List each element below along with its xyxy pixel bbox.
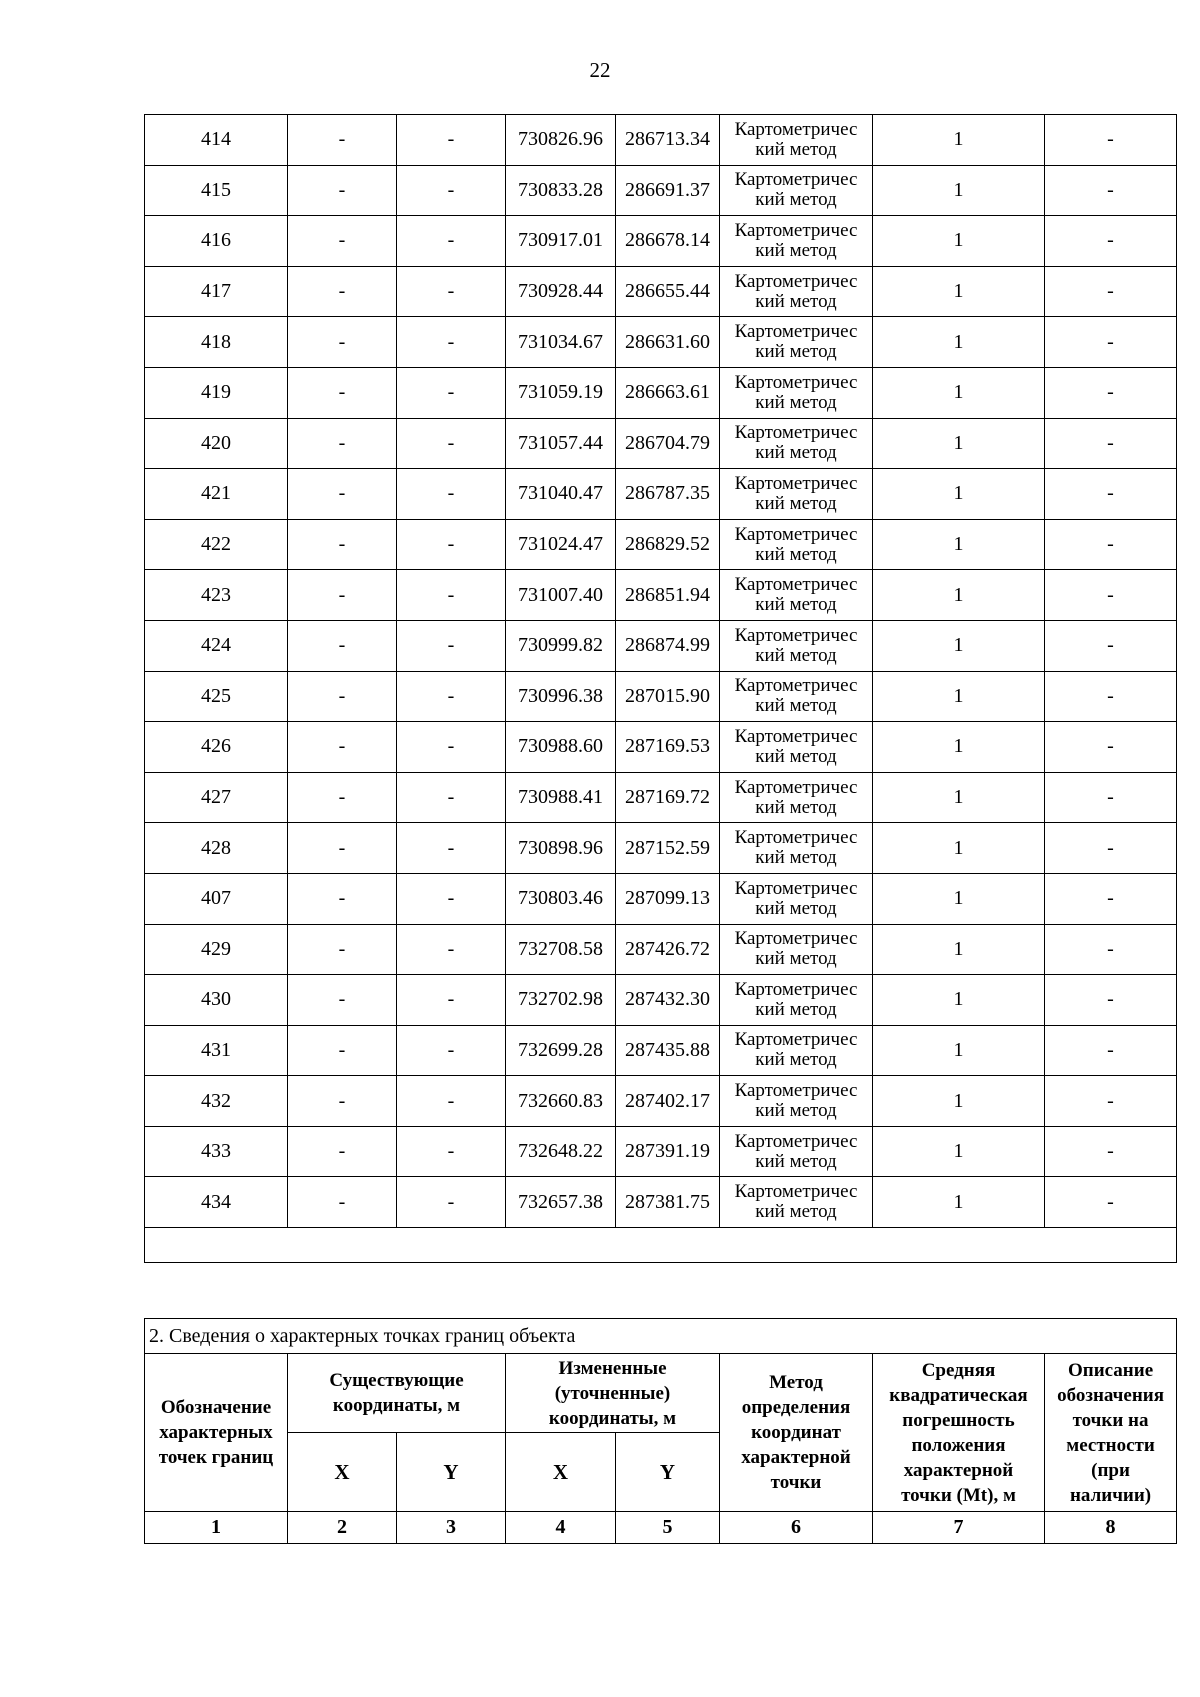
method-line-1: Картометричес [734,1181,858,1203]
x-coordinate-cell: 732648.22 [506,1126,616,1177]
method-line-2: кий метод [755,897,837,919]
existing-x-cell: - [288,317,397,368]
header-line: наличии) [1069,1484,1152,1506]
header-description [1045,1354,1177,1512]
error-cell: 1 [873,620,1045,671]
description-cell: - [1045,1076,1177,1127]
method-cell [720,975,873,1026]
section2-title: 2. Сведения о характерных точках границ объекта [145,1319,1177,1354]
x-coordinate-cell: 732660.83 [506,1076,616,1127]
existing-y-cell: - [397,620,506,671]
method-line-1: Картометричес [734,928,858,950]
error-cell: 1 [873,165,1045,216]
method-cell [720,418,873,469]
method-line-1: Картометричес [734,472,858,494]
x-coordinate-cell: 730898.96 [506,823,616,874]
empty-cell [145,1228,1177,1263]
y-coordinate-cell: 286704.79 [616,418,720,469]
column-number-3: 3 [397,1512,506,1544]
table-row [145,1025,1177,1076]
existing-x-cell: - [288,165,397,216]
table-row [145,924,1177,975]
point-id-cell: 428 [145,823,288,874]
method-line-2: кий метод [755,1201,837,1223]
header-error [873,1354,1045,1512]
coordinates-table [144,114,1177,1263]
header-changed-y: Y [616,1433,720,1512]
header-line: характерной [741,1447,851,1468]
method-cell [720,1025,873,1076]
header-line: местности [1066,1434,1155,1456]
description-cell: - [1045,367,1177,418]
y-coordinate-cell: 287169.72 [616,772,720,823]
method-line-1: Картометричес [734,371,858,393]
column-number-6: 6 [720,1512,873,1544]
header-existing-y: Y [397,1433,506,1512]
y-coordinate-cell: 286713.34 [616,115,720,166]
method-line-1: Картометричес [734,827,858,849]
x-coordinate-cell: 731057.44 [506,418,616,469]
existing-x-cell: - [288,216,397,267]
description-cell: - [1045,975,1177,1026]
method-line-2: кий метод [755,695,837,717]
point-id-cell: 434 [145,1177,288,1228]
y-coordinate-cell: 287391.19 [616,1126,720,1177]
header-line: (при [1091,1459,1130,1481]
existing-y-cell: - [397,924,506,975]
existing-x-cell: - [288,418,397,469]
table-row [145,216,1177,267]
method-line-1: Картометричес [734,574,858,596]
error-cell: 1 [873,772,1045,823]
error-cell: 1 [873,115,1045,166]
error-cell: 1 [873,519,1045,570]
method-line-1: Картометричес [734,118,858,140]
method-line-1: Картометричес [734,978,858,1000]
table-row [145,317,1177,368]
y-coordinate-cell: 286829.52 [616,519,720,570]
column-number-7: 7 [873,1512,1045,1544]
point-id-cell: 423 [145,570,288,621]
header-line: погрешность [902,1409,1015,1431]
table-row [145,620,1177,671]
existing-y-cell: - [397,671,506,722]
method-line-1: Картометричес [734,1029,858,1051]
error-cell: 1 [873,924,1045,975]
y-coordinate-cell: 286874.99 [616,620,720,671]
header-line: определения [741,1397,851,1418]
x-coordinate-cell: 731007.40 [506,570,616,621]
description-cell: - [1045,469,1177,520]
existing-y-cell: - [397,469,506,520]
point-id-cell: 427 [145,772,288,823]
existing-y-cell: - [397,317,506,368]
y-coordinate-cell: 287099.13 [616,873,720,924]
header-line: характерной [903,1459,1014,1481]
x-coordinate-cell: 732708.58 [506,924,616,975]
header-line: характерных [159,1422,273,1443]
column-number-4: 4 [506,1512,616,1544]
existing-y-cell: - [397,722,506,773]
description-cell: - [1045,722,1177,773]
existing-x-cell: - [288,1076,397,1127]
error-cell: 1 [873,1126,1045,1177]
existing-y-cell: - [397,367,506,418]
existing-y-cell: - [397,570,506,621]
header-changed-coords [506,1354,720,1433]
method-line-2: кий метод [755,1100,837,1122]
method-cell [720,1076,873,1127]
existing-x-cell: - [288,570,397,621]
header-line: Описание [1067,1359,1154,1381]
method-line-2: кий метод [755,594,837,616]
method-line-2: кий метод [755,1150,837,1172]
method-line-2: кий метод [755,543,837,565]
table-row [145,115,1177,166]
description-cell: - [1045,115,1177,166]
column-number-2: 2 [288,1512,397,1544]
method-line-1: Картометричес [734,219,858,241]
header-line: квадратическая [889,1384,1028,1406]
y-coordinate-cell: 287015.90 [616,671,720,722]
existing-y-cell: - [397,1025,506,1076]
x-coordinate-cell: 731034.67 [506,317,616,368]
header-line: координат [751,1422,841,1443]
table-row [145,418,1177,469]
y-coordinate-cell: 286655.44 [616,266,720,317]
point-id-cell: 429 [145,924,288,975]
method-cell [720,519,873,570]
x-coordinate-cell: 730988.41 [506,772,616,823]
point-id-cell: 416 [145,216,288,267]
x-coordinate-cell: 730917.01 [506,216,616,267]
method-line-1: Картометричес [734,270,858,292]
description-cell: - [1045,317,1177,368]
point-id-cell: 414 [145,115,288,166]
existing-x-cell: - [288,823,397,874]
description-cell: - [1045,1025,1177,1076]
page-number: 22 [589,58,611,82]
point-id-cell: 426 [145,722,288,773]
y-coordinate-cell: 287435.88 [616,1025,720,1076]
header-line: точки на [1072,1409,1149,1431]
table-row [145,469,1177,520]
method-cell [720,873,873,924]
column-number-5: 5 [616,1512,720,1544]
error-cell: 1 [873,570,1045,621]
existing-y-cell: - [397,975,506,1026]
existing-x-cell: - [288,266,397,317]
error-cell: 1 [873,216,1045,267]
table-row [145,165,1177,216]
method-line-2: кий метод [755,290,837,312]
table-row [145,671,1177,722]
description-cell: - [1045,570,1177,621]
method-cell [720,367,873,418]
description-cell: - [1045,1126,1177,1177]
method-line-1: Картометричес [734,169,858,191]
method-line-2: кий метод [755,239,837,261]
y-coordinate-cell: 286678.14 [616,216,720,267]
description-cell: - [1045,519,1177,570]
y-coordinate-cell: 287169.53 [616,722,720,773]
x-coordinate-cell: 730826.96 [506,115,616,166]
table-row [145,367,1177,418]
existing-x-cell: - [288,1126,397,1177]
description-cell: - [1045,772,1177,823]
description-cell: - [1045,671,1177,722]
header-existing-x: X [288,1433,397,1512]
method-cell [720,115,873,166]
method-cell [720,165,873,216]
y-coordinate-cell: 286787.35 [616,469,720,520]
y-coordinate-cell: 287381.75 [616,1177,720,1228]
existing-y-cell: - [397,216,506,267]
point-id-cell: 417 [145,266,288,317]
point-id-cell: 424 [145,620,288,671]
table-row [145,519,1177,570]
x-coordinate-cell: 730996.38 [506,671,616,722]
method-cell [720,671,873,722]
method-cell [720,570,873,621]
existing-x-cell: - [288,924,397,975]
existing-y-cell: - [397,266,506,317]
method-line-2: кий метод [755,847,837,869]
x-coordinate-cell: 731059.19 [506,367,616,418]
method-cell [720,620,873,671]
description-cell: - [1045,266,1177,317]
existing-x-cell: - [288,115,397,166]
point-id-cell: 415 [145,165,288,216]
y-coordinate-cell: 286663.61 [616,367,720,418]
x-coordinate-cell: 731024.47 [506,519,616,570]
error-cell: 1 [873,266,1045,317]
method-line-2: кий метод [755,341,837,363]
method-cell [720,216,873,267]
header-line: координаты, м [548,1407,677,1429]
description-cell: - [1045,418,1177,469]
method-line-1: Картометричес [734,1130,858,1152]
table-row [145,1177,1177,1228]
method-line-2: кий метод [755,745,837,767]
existing-y-cell: - [397,873,506,924]
method-line-1: Картометричес [734,776,858,798]
header-line: положения [911,1434,1006,1456]
y-coordinate-cell: 286851.94 [616,570,720,621]
description-cell: - [1045,873,1177,924]
table-row [145,266,1177,317]
method-line-1: Картометричес [734,725,858,747]
point-id-cell: 433 [145,1126,288,1177]
existing-x-cell: - [288,367,397,418]
point-id-cell: 420 [145,418,288,469]
existing-x-cell: - [288,469,397,520]
table-row [145,1126,1177,1177]
point-id-cell: 430 [145,975,288,1026]
header-line: Метод [769,1372,823,1393]
header-line: Измененные [558,1357,667,1379]
point-id-cell: 419 [145,367,288,418]
error-cell: 1 [873,975,1045,1026]
method-cell [720,772,873,823]
method-cell [720,266,873,317]
method-line-2: кий метод [755,998,837,1020]
point-id-cell: 407 [145,873,288,924]
method-line-1: Картометричес [734,422,858,444]
existing-x-cell: - [288,975,397,1026]
x-coordinate-cell: 730988.60 [506,722,616,773]
x-coordinate-cell: 732657.38 [506,1177,616,1228]
method-line-1: Картометричес [734,624,858,646]
method-line-2: кий метод [755,796,837,818]
method-line-2: кий метод [755,442,837,464]
table-row [145,722,1177,773]
method-cell [720,1126,873,1177]
x-coordinate-cell: 732702.98 [506,975,616,1026]
point-id-cell: 418 [145,317,288,368]
description-cell: - [1045,1177,1177,1228]
existing-y-cell: - [397,418,506,469]
method-line-2: кий метод [755,391,837,413]
method-line-1: Картометричес [734,877,858,899]
existing-x-cell: - [288,620,397,671]
existing-x-cell: - [288,873,397,924]
header-designation [145,1354,288,1512]
header-line: точки [770,1472,822,1493]
existing-x-cell: - [288,671,397,722]
method-line-1: Картометричес [734,321,858,343]
existing-y-cell: - [397,1177,506,1228]
existing-y-cell: - [397,772,506,823]
method-line-1: Картометричес [734,1080,858,1102]
table-row [145,772,1177,823]
description-cell: - [1045,924,1177,975]
error-cell: 1 [873,469,1045,520]
column-number-1: 1 [145,1512,288,1544]
y-coordinate-cell: 287152.59 [616,823,720,874]
error-cell: 1 [873,418,1045,469]
method-cell [720,317,873,368]
x-coordinate-cell: 730999.82 [506,620,616,671]
y-coordinate-cell: 287426.72 [616,924,720,975]
y-coordinate-cell: 286691.37 [616,165,720,216]
header-line: Средняя [921,1359,996,1381]
header-changed-x: X [506,1433,616,1512]
existing-y-cell: - [397,519,506,570]
header-line: (уточненные) [554,1382,671,1404]
table-row [145,823,1177,874]
header-line: Обозначение [160,1397,272,1418]
method-line-2: кий метод [755,948,837,970]
header-line: координаты, м [332,1395,461,1416]
existing-y-cell: - [397,823,506,874]
description-cell: - [1045,165,1177,216]
method-cell [720,469,873,520]
header-method [720,1354,873,1512]
table-row [145,975,1177,1026]
method-line-1: Картометричес [734,675,858,697]
x-coordinate-cell: 730803.46 [506,873,616,924]
point-id-cell: 425 [145,671,288,722]
section2-table [144,1318,1177,1544]
error-cell: 1 [873,671,1045,722]
description-cell: - [1045,620,1177,671]
existing-y-cell: - [397,1126,506,1177]
error-cell: 1 [873,873,1045,924]
error-cell: 1 [873,367,1045,418]
header-line: обозначения [1057,1384,1164,1406]
existing-x-cell: - [288,772,397,823]
method-line-1: Картометричес [734,523,858,545]
table-row [145,1076,1177,1127]
y-coordinate-cell: 287432.30 [616,975,720,1026]
error-cell: 1 [873,1177,1045,1228]
error-cell: 1 [873,823,1045,874]
existing-y-cell: - [397,115,506,166]
point-id-cell: 422 [145,519,288,570]
description-cell: - [1045,216,1177,267]
header-line: точек границ [158,1447,274,1468]
method-cell [720,1177,873,1228]
existing-x-cell: - [288,1025,397,1076]
method-cell [720,722,873,773]
description-cell: - [1045,823,1177,874]
existing-y-cell: - [397,1076,506,1127]
y-coordinate-cell: 287402.17 [616,1076,720,1127]
method-line-2: кий метод [755,1049,837,1071]
table-row [145,570,1177,621]
method-line-2: кий метод [755,492,837,514]
existing-x-cell: - [288,519,397,570]
x-coordinate-cell: 730928.44 [506,266,616,317]
method-line-2: кий метод [755,189,837,211]
x-coordinate-cell: 730833.28 [506,165,616,216]
existing-x-cell: - [288,722,397,773]
header-line: Существующие [329,1370,464,1391]
error-cell: 1 [873,722,1045,773]
method-line-2: кий метод [755,138,837,160]
error-cell: 1 [873,317,1045,368]
empty-row [145,1228,1177,1263]
point-id-cell: 421 [145,469,288,520]
existing-x-cell: - [288,1177,397,1228]
point-id-cell: 432 [145,1076,288,1127]
method-cell [720,823,873,874]
column-number-8: 8 [1045,1512,1177,1544]
header-existing-coords [288,1354,506,1433]
existing-y-cell: - [397,165,506,216]
error-cell: 1 [873,1025,1045,1076]
error-cell: 1 [873,1076,1045,1127]
table-row [145,873,1177,924]
y-coordinate-cell: 286631.60 [616,317,720,368]
x-coordinate-cell: 731040.47 [506,469,616,520]
x-coordinate-cell: 732699.28 [506,1025,616,1076]
header-line: точки (Mt), м [901,1484,1016,1506]
method-cell [720,924,873,975]
method-line-2: кий метод [755,644,837,666]
point-id-cell: 431 [145,1025,288,1076]
